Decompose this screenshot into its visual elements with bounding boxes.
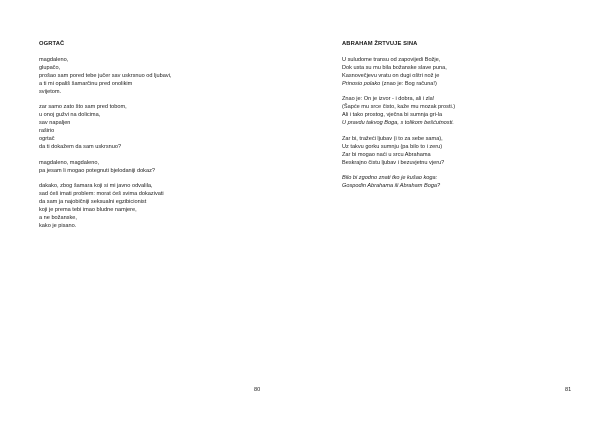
poem-line: prošao sam pored tebe jučer sav uskrsnuo od ljubavi, [39, 72, 172, 79]
poem-line [342, 160, 572, 168]
poem-line-text: Uz takvu gorku sumnju (pa bilo to i zeru) [342, 143, 443, 150]
page-number: 81 [565, 387, 572, 393]
poem-line: da ti dokažem da sam uskrsnuo? [39, 143, 122, 150]
poem-line-text: Zar bi, tražeći ljubav (i to za sebe sama), [342, 135, 443, 142]
stanza [39, 160, 269, 176]
poem-line-text: Prinosio polako [342, 80, 381, 87]
poem-line: u onoj gužvi na dolicima, [39, 112, 101, 119]
poem-line [342, 120, 572, 128]
poem-line [342, 104, 572, 112]
poem-line: pa jesam li mogao potegnuti bjelodaniji dokaz? [39, 167, 155, 174]
poem-title: ABRAHAM ŽRTVUJE SINA [342, 41, 418, 47]
stanza [342, 57, 572, 89]
poem-title: OGRTAČ [39, 41, 65, 47]
poem-line-text: (Šapće mu srce čisto, kaže mu mozak prosti.) [342, 104, 456, 111]
poem-line: magdaleno, magdaleno, [39, 159, 100, 166]
stanza [39, 57, 269, 97]
poem-line-text: Beskrajno čistu ljubav i bezuvjetnu vjeru? [342, 159, 445, 166]
poem-line: koji je prema tebi imao bludne namjere, [39, 207, 137, 214]
poem-line: kako je pisano. [39, 222, 77, 229]
poem-line [342, 152, 572, 160]
poem-line: sad ćeš imati problem: morat ćeš svima dokazivati [39, 191, 164, 198]
poem-line [342, 144, 572, 152]
poem-line [342, 112, 572, 120]
poem-line: a ne božanske, [39, 214, 77, 221]
stanza [39, 183, 269, 230]
poem-line-text: Zar bi mogao naći u srcu Abrahama [342, 151, 431, 158]
poem-line [342, 57, 572, 65]
poem-line-text: Kasnovečjevu vratu on dugi oštri nož je [342, 72, 440, 79]
poem-line [342, 73, 572, 81]
poem-line-text: Znao je: On je izvor - i dobra, ali i zla! [342, 96, 435, 103]
stanza [342, 175, 572, 191]
stanza [39, 104, 269, 151]
poem-line [342, 136, 572, 144]
poem-line: raširio [39, 128, 55, 135]
poem-line: svijetom. [39, 88, 62, 95]
poem-line-text: U pravdu takvog Boga, s tolikom bešćutnosti. [342, 120, 454, 127]
stanza [342, 136, 572, 168]
poem-line: glupačo, [39, 64, 61, 71]
poem-ogrtac [39, 41, 269, 239]
poem-line-text: U suludome transu od zapovijedi Božje, [342, 56, 441, 63]
poem-line: a ti mi opališ šamarčinu pred onolikim [39, 80, 133, 87]
poem-line-text: Dok usta su mu bila božanske slave puna, [342, 64, 447, 71]
page-number: 80 [254, 387, 261, 393]
poem-line-text: Bilo bi zgodno znati tko je kušao koga: [342, 175, 438, 182]
stanza [342, 96, 572, 128]
right-page [300, 0, 600, 423]
poem-line [342, 183, 572, 191]
poem-line [342, 81, 572, 89]
poem-line: magdaleno, [39, 56, 69, 63]
poem-line: da sam ja najobičniji seksualni egzibicionist [39, 199, 147, 206]
poem-line: dakako, zbog šamara koji si mi javno odvalila, [39, 183, 153, 190]
poem-line: ogrtač [39, 135, 55, 142]
poem-line-text: Ali i tako prostog, vječna bi sumnja gri-la [342, 112, 443, 119]
poem-line [342, 65, 572, 73]
poem-line: zar samo zato što sam pred tobom, [39, 104, 127, 111]
poem-abraham [342, 41, 572, 199]
poem-line: sav napaljen [39, 120, 71, 127]
poem-body [39, 57, 269, 231]
poem-line [342, 175, 572, 183]
poem-body [342, 57, 572, 191]
poem-line-text: Gospodin Abrahama ili Abraham Boga? [342, 183, 441, 190]
poem-line-rest: (znao je: Bog računa!) [380, 80, 437, 87]
